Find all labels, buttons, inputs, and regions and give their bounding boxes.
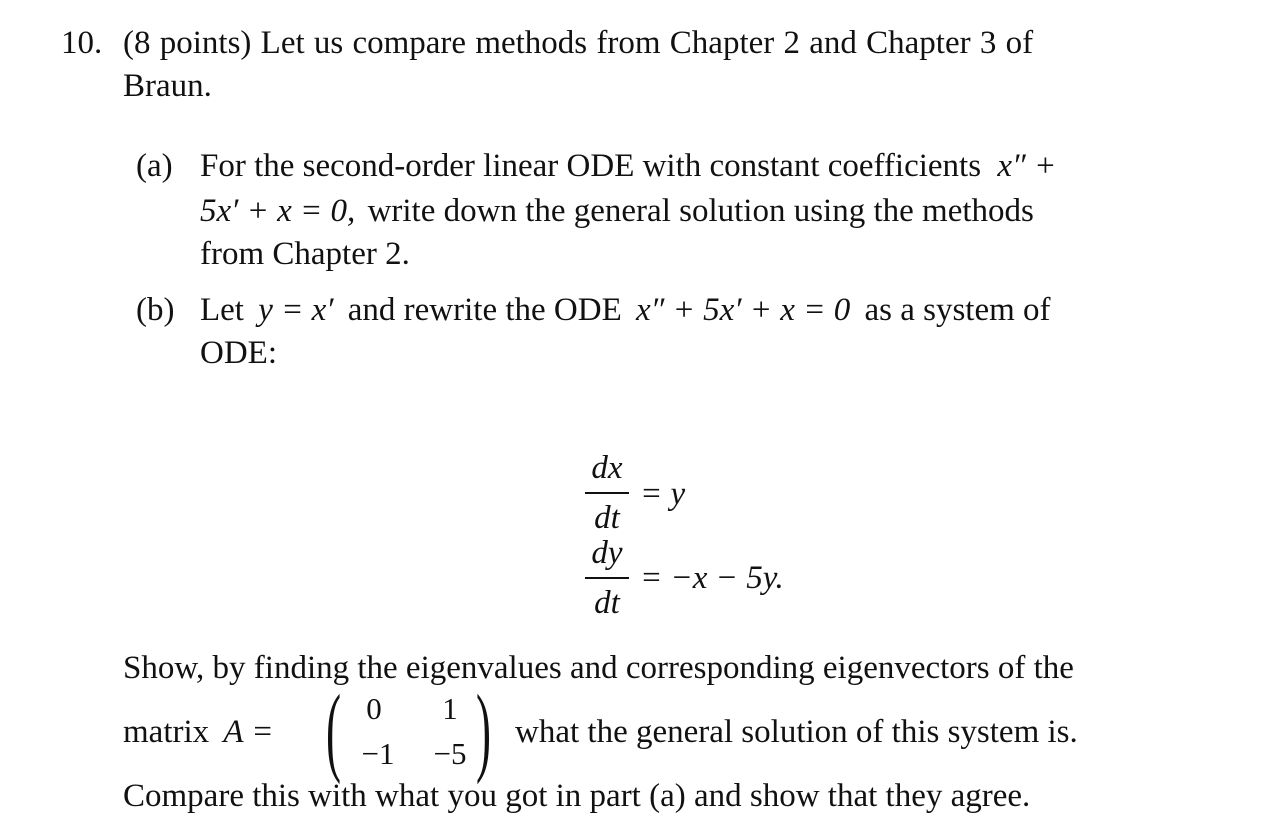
show-line2-a	[123, 716, 274, 749]
part-b-line1-text-c: as a system of	[864, 292, 1051, 328]
part-a-line1-text: For the second-order linear ODE with constant coefficients	[200, 148, 982, 184]
eq2-fraction	[585, 537, 629, 620]
part-a-line2-math: 5x′ + x = 0,	[200, 193, 356, 229]
part-b-line1-math-b: x″ + 5x′ + x = 0	[636, 292, 851, 328]
eq1-fraction-bar	[585, 492, 629, 494]
eq2-numerator: dy	[591, 535, 623, 571]
problem-intro-line2: Braun.	[123, 68, 212, 104]
part-b-line2: ODE:	[200, 335, 277, 371]
part-a-line1	[200, 150, 1056, 183]
part-a-line1-math: x″ +	[997, 148, 1057, 184]
matrix-a11: 0	[366, 691, 382, 726]
part-b-line1-text-b: and rewrite the ODE	[347, 292, 622, 328]
problem-intro-line1: (8 points) Let us compare methods from Chapter 2 and Chapter 3 of	[123, 25, 1034, 61]
part-b-line1	[200, 294, 1051, 327]
show-line2-text-a: matrix	[123, 714, 210, 750]
eq1-fraction	[585, 452, 629, 535]
matrix-a21: −1	[361, 736, 395, 771]
show-line3: Compare this with what you got in part (a) and show that they agree.	[123, 778, 1031, 814]
matrix-right-paren: )	[476, 674, 491, 785]
part-b-line1-text-a: Let	[200, 292, 244, 328]
eq1-rhs: = y	[640, 476, 686, 512]
part-a-line2-text: write down the general solution using the methods	[367, 193, 1034, 229]
matrix-left-paren: (	[326, 674, 341, 785]
show-line1: Show, by finding the eigenvalues and corresponding eigenvectors of the	[123, 650, 1074, 686]
eq2-fraction-bar	[585, 577, 629, 579]
part-a-line3: from Chapter 2.	[200, 236, 410, 272]
part-a-line2	[200, 195, 1034, 228]
show-line2-b: what the general solution of this system is.	[515, 714, 1078, 750]
matrix-a22: −5	[433, 736, 467, 771]
matrix-a12: 1	[442, 691, 458, 726]
part-a-label: (a)	[136, 148, 173, 184]
eq2-rhs: = −x − 5y.	[640, 560, 784, 596]
eq1-numerator: dx	[591, 450, 623, 486]
eq1-denominator: dt	[594, 499, 620, 536]
problem-number: 10.	[61, 25, 103, 61]
eq2-denominator: dt	[594, 584, 620, 621]
part-b-line1-math-a: y = x′	[258, 292, 334, 328]
part-b-label: (b)	[136, 292, 175, 328]
show-line2-math: A =	[223, 714, 274, 750]
